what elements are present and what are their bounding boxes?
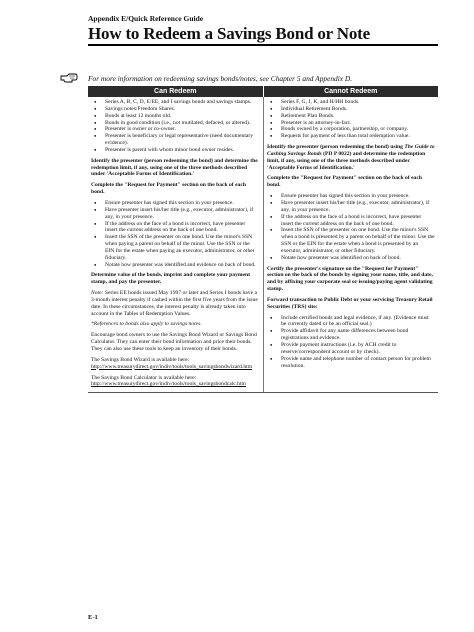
list-item: ● Have presenter insert his/her title (e.g., executor, administrator), if any, in your presence. xyxy=(91,207,259,221)
calculator-link[interactable]: http://www.treasurydirect.gov/indiv/tools/tools_savingsbondcalc.htm xyxy=(91,381,246,388)
complete-instruction: Complete the "Request for Payment" section on the back of each bond. xyxy=(91,182,246,196)
identify-text: Identify the presenter (person redeeming the bond) using xyxy=(267,144,403,151)
complete-instruction: Complete the "Request for Payment" section on the back of each bond. xyxy=(267,175,422,189)
certify-instruction: Certify the presenter's signature on the "Request for Payment" section on the back of the bonds by signing your name, title, and date, and by affixing your corporate seal or issuing/paying agent validating stamp. xyxy=(267,265,433,293)
guide-title: The Guide to Cashing Savings Bonds xyxy=(267,144,435,157)
can-redeem-header: Can Redeem xyxy=(88,86,263,97)
pointing-hand-icon xyxy=(60,72,78,84)
list-item: ● Savings notes/Freedom Shares. xyxy=(91,106,259,113)
list-item: ● Notate how presenter was identified and evidence on back of bond. xyxy=(91,262,259,269)
redeem-table xyxy=(88,86,438,393)
list-item: ● Ensure presenter has signed this section in your presence. xyxy=(91,200,259,207)
list-item: ● Presenter is owner or co-owner. xyxy=(91,126,259,133)
references-note: *References to bonds also apply to savings notes. xyxy=(91,321,202,328)
list-item: ● Insert the SSN of the presenter on one bond. Use the minor's SSN when a bond is presented by a parent on behalf of the minor. Use the SSN or the EIN for the estate when a bond is presented by an executor, administrator, or other fiduciary. xyxy=(267,227,435,254)
page-number: E-1 xyxy=(88,614,98,621)
list-item: ● Series F, G, J, K, and H/HH bonds. xyxy=(267,99,435,106)
wizard-link[interactable]: http://www.treasurydirect.gov/indiv/tools/tools_savingsbondwizard.htm xyxy=(91,363,253,370)
list-item: ● Provide payment instructions (i.e. by ACH credit to reserve/correspondent account or by check). xyxy=(267,342,435,356)
wizard-label: The Savings Bond Wizard is available here: xyxy=(91,356,190,363)
list-item: ● Presenter is an attorney-in-fact. xyxy=(267,120,435,127)
page-title: How to Redeem a Savings Bond or Note xyxy=(88,24,370,43)
identify-instruction xyxy=(267,144,435,171)
cannot-redeem-header: Cannot Redeem xyxy=(264,86,439,97)
calculator-label: The Savings Bond Calculator is available here: xyxy=(91,374,197,381)
list-item: ● Requests for payment of less than total redemption value. xyxy=(267,133,435,140)
list-item: ● Bonds owned by a corporation, partnership, or company. xyxy=(267,126,435,133)
list-item: ● Retirement Plan Bonds. xyxy=(267,113,435,120)
list-item: ● Presenter is parent with whom minor bond owner resides. xyxy=(91,147,259,154)
list-item: ● Include certified bonds and legal evidence, if any. (Evidence must be currently dated or be an official seal.) xyxy=(267,315,435,329)
list-item: ● Provide affidavit for any name differences between bond registrations and evidence. xyxy=(267,328,435,342)
note-paragraph xyxy=(91,290,259,317)
note-text: Series EE bonds issued May 1997 or later and Series I bonds have a 3-month interest penalty if cashed within the first five years from the issue date. In these circumstances, the interest penalty is already taken into account in the Tables of Redemption Values. xyxy=(91,290,258,317)
appendix-label: Appendix E/Quick Reference Guide xyxy=(88,14,204,23)
cannot-redeem-column xyxy=(263,97,438,392)
list-item: ● Ensure presenter has signed this section in your presence. xyxy=(267,193,435,200)
list-item: ● Insert the SSN of the presenter on one bond. Use the minor's SSN when paying a parent on behalf of the minor. Use the SSN or the EIN for the estate when paying an executor, administrator, or other fiduciary. xyxy=(91,234,259,261)
list-item: ● Individual Retirement Bonds. xyxy=(267,106,435,113)
list-item: ● Bonds in good condition (i.e., not mutilated, defaced, or altered). xyxy=(91,120,259,127)
list-item: ● Notate how presenter was identified on back of bond. xyxy=(267,255,435,262)
title-rule xyxy=(88,44,438,46)
info-text: For more information on redeeming savings bonds/notes, see Chapter 5 and Appendix D. xyxy=(88,74,353,83)
identify-text-end: (PD P 0022) and determine the redemption limit, if any, using one of the three methods described under 'Acceptable Forms of Identification.' xyxy=(267,150,426,171)
note-label: Note: xyxy=(91,290,104,297)
can-redeem-column xyxy=(88,97,262,392)
determine-instruction: Determine value of the bonds, imprint and complete your payment stamp, and pay the presenter. xyxy=(91,272,251,286)
list-item: ● Have presenter insert his/her title (e.g., executor, administrator), if any, in your presence. xyxy=(267,200,435,214)
list-item: ● If the address on the face of a bond is incorrect, have presenter insert the current address on the back of one bond. xyxy=(267,214,435,228)
list-item: ● Presenter is beneficiary or legal representative (need documentary evidence). xyxy=(91,133,259,147)
identify-instruction: Identify the presenter (person redeeming the bond) and determine the redemption limit, if any, using one of the three methods described under 'Acceptable Forms of Identification.' xyxy=(91,157,258,178)
encourage-paragraph: Encourage bond owners to use the Savings Bond Wizard or Savings Bond Calculator. They can enter their bond information and price their bonds. They can also use these tools to keep an inventory of their bonds. xyxy=(91,332,257,352)
forward-instruction: Forward transaction to Public Debt or your servicing Treasury Retail Securities (TRS) site: xyxy=(267,296,433,310)
list-item: ● Series A, B, C, D, E/EE, and I savings bonds and savings stamps. xyxy=(91,99,259,106)
list-item: ● Bonds at least 12 months old. xyxy=(91,113,259,120)
list-item: ● If the address on the face of a bond is incorrect, have presenter insert the current address on the back of one bond. xyxy=(91,221,259,235)
list-item: ● Provide name and telephone number of contact person for problem resolution. xyxy=(267,356,435,370)
